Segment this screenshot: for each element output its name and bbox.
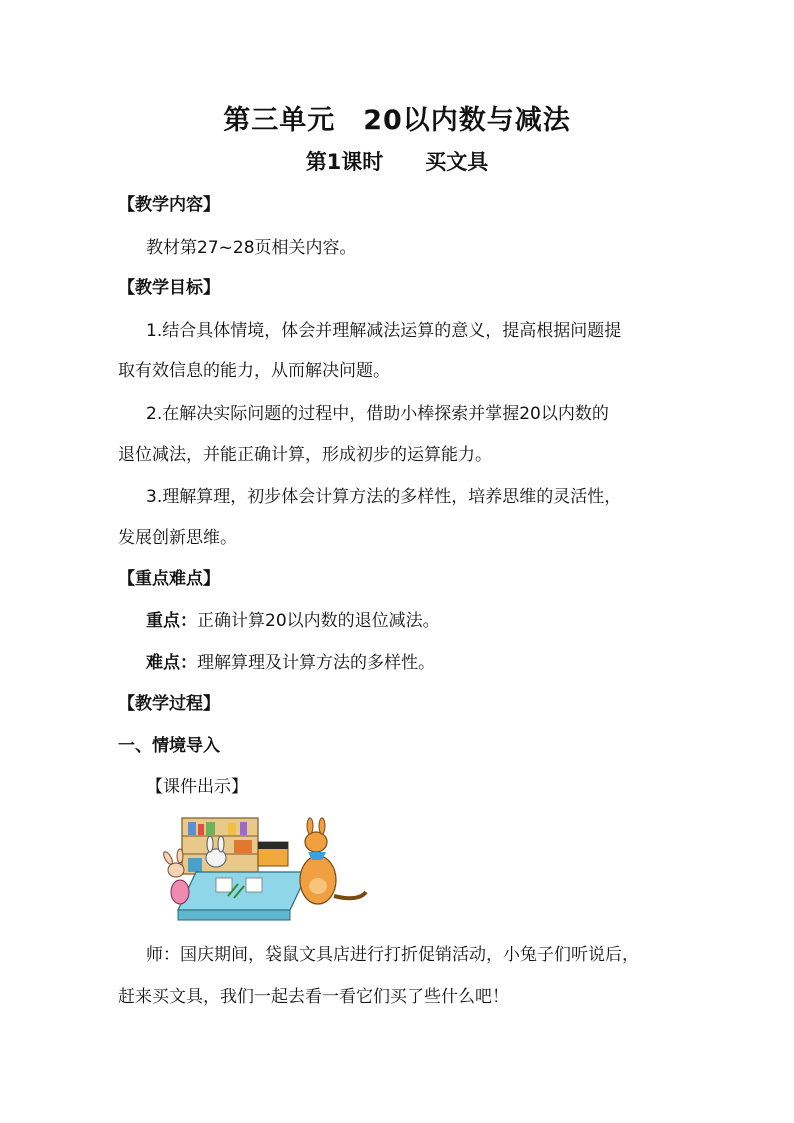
content-heading: 【教学内容】 [118,195,220,215]
goal-3-line-1: 3.理解算理，初步体会计算方法的多样性，培养思维的灵活性， [146,487,622,507]
teacher-line-1: 师：国庆期间，袋鼠文具店进行打折促销活动，小兔子们听说后， [146,945,639,965]
lesson-subtitle: 第1课时 买文具 [305,150,489,174]
key-text: 正确计算20以内数的退位减法。 [197,611,440,631]
goal-3-line-2: 发展创新思维。 [118,528,237,548]
process-heading: 【教学过程】 [118,694,220,714]
goal-2-line-1: 2.在解决实际问题的过程中，借助小棒探索并掌握20以内数的 [146,404,609,424]
step-1-heading: 一、情境导入 [118,736,220,756]
difficult-point [146,648,435,673]
difficult-label: 难点： [146,653,197,673]
goal-1-line-2: 取有效信息的能力，从而解决问题。 [118,361,390,381]
teacher-line-2: 赶来买文具，我们一起去看一看它们买了些什么吧！ [118,987,509,1007]
keypoints-heading: 【重点难点】 [118,569,220,589]
goal-2-line-2: 退位减法，并能正确计算，形成初步的运算能力。 [118,445,492,465]
courseware-label: 【课件出示】 [146,777,248,797]
stationery-shop-illustration [158,812,368,924]
difficult-text: 理解算理及计算方法的多样性。 [197,653,435,673]
key-label: 重点： [146,611,197,631]
goal-1-line-1: 1.结合具体情境，体会并理解减法运算的意义，提高根据问题提 [146,321,622,341]
key-point [146,606,440,631]
unit-title: 第三单元 20以内数与减法 [223,105,571,136]
content-text: 教材第27~28页相关内容。 [146,238,357,258]
goals-heading: 【教学目标】 [118,278,220,298]
